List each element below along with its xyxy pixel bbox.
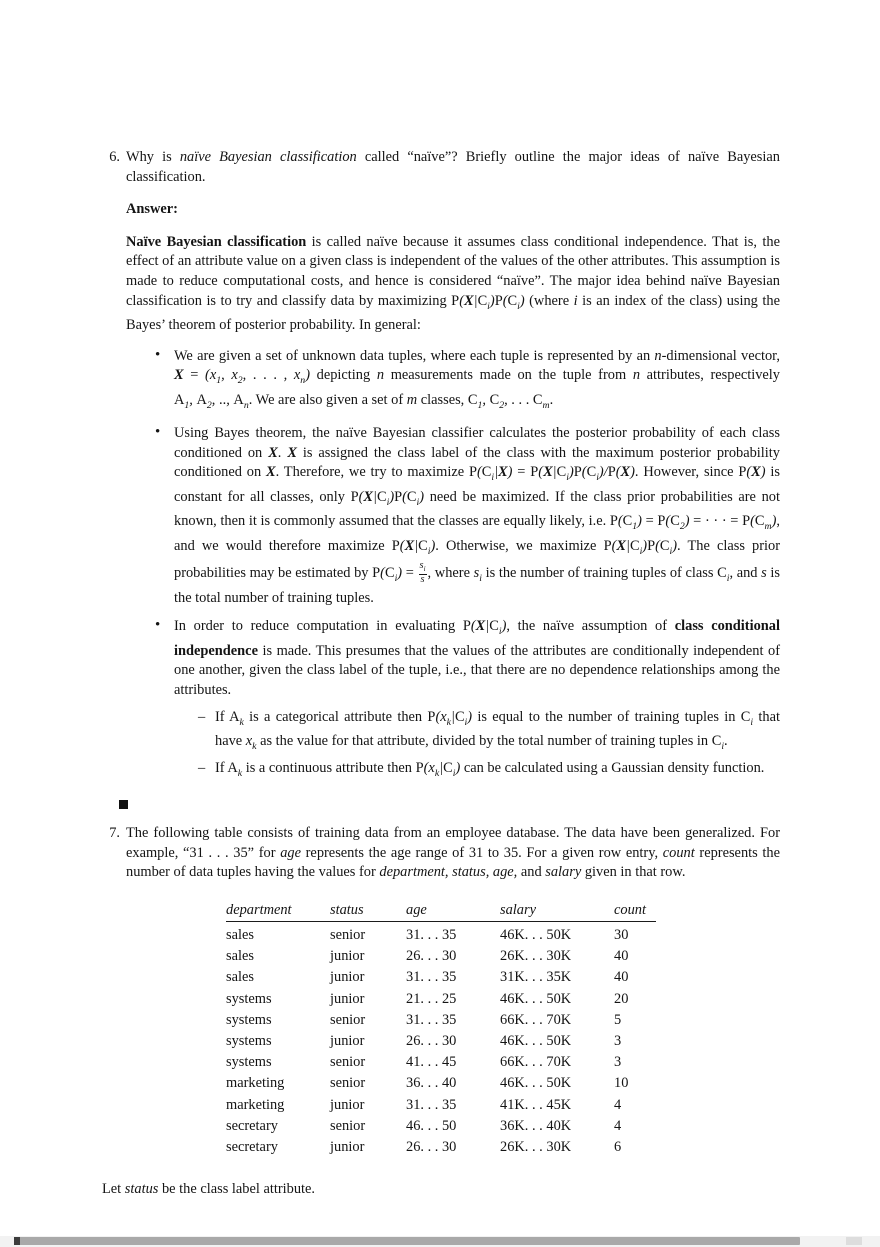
question-7 [102, 824, 780, 883]
cell-department: sales [226, 927, 254, 944]
cell-salary: 66K. . . 70K [500, 1011, 572, 1028]
closing-text-a: Let [102, 1180, 125, 1197]
cell-status: senior [330, 1054, 366, 1071]
cell-age: 46. . . 50 [406, 1117, 457, 1134]
bullet-item-3 [144, 617, 780, 783]
b3-text-b: , the naïve assumption of [506, 618, 675, 635]
b1-em-n3: n [632, 367, 641, 384]
column-header-status: status [330, 901, 406, 922]
b1-em-n2: n [376, 367, 385, 384]
s2-text-c: can be calculated using a Gaussian density function. [460, 759, 765, 776]
cell-age: 26. . . 30 [406, 948, 457, 965]
b2-text-d: . Therefore, we try to maximize [275, 464, 469, 481]
cell-age: 26. . . 30 [406, 1033, 457, 1050]
cell-status: senior [330, 1117, 366, 1134]
column-header-count: count [614, 901, 656, 922]
cell-salary: 36K. . . 40K [500, 1117, 572, 1134]
math-si: $s_i$ [473, 565, 482, 585]
cell-count: 40 [614, 948, 629, 965]
cell-count: 3 [614, 1033, 622, 1050]
math-Pxk-Ci-1: $P(x_k|C_i)$ [427, 708, 473, 728]
q7-em-salary: salary [545, 864, 582, 881]
math-prior-estimate: $P(C_i)$ = $\frac{s_i}{s}$ [372, 560, 426, 585]
question-7-prompt [126, 824, 780, 883]
fraction-denominator: s [420, 573, 425, 585]
bullet-icon: • [155, 617, 161, 634]
b3-text-a: In order to reduce computation in evaluating [174, 618, 463, 635]
cell-department: marketing [226, 1075, 285, 1092]
q7-text-d: and [517, 864, 546, 881]
dash-icon: – [198, 759, 206, 776]
q7-em-fields: department, status, age, [379, 864, 518, 881]
b2-text-b: . [277, 444, 288, 461]
page-content [102, 148, 780, 1214]
q6-prompt-part2: called “naïve”? Briefly outline the major ideas of naïve Bayesian classification. [126, 149, 780, 185]
math-Ci-sub2: $C_i$ [711, 733, 725, 752]
end-of-answer-marker-line [102, 796, 780, 812]
cell-department: systems [226, 1033, 272, 1050]
math-vector-X: $X = (x_1$, $x_2$, . . . , $x_n$) [174, 367, 310, 387]
answer-end-text: is an index of the class) using the Bayes’ theorem of posterior probability. In general: [126, 292, 780, 334]
cell-status: senior [330, 927, 366, 944]
answer-lead-term: Naïve Bayesian classification [126, 233, 307, 250]
cell-count: 6 [614, 1139, 622, 1156]
b2-text-f: is constant for all classes, only [174, 464, 780, 505]
math-Ak-1: $A_k$ [229, 708, 244, 728]
cell-salary: 41K. . . 45K [500, 1096, 572, 1113]
cell-age: 31. . . 35 [406, 969, 457, 986]
bullet-item-1 [144, 347, 780, 416]
math-PXCi-eval: $P(X|C_i)$ [462, 618, 507, 638]
q7-em-age: age [280, 844, 301, 861]
table-body [226, 922, 656, 1158]
q6-prompt-part1: Why is [126, 149, 180, 165]
s1-text-d: that have [215, 708, 780, 750]
math-pxci-pci: $P(X|C_i)P(C_i)$ [451, 292, 525, 312]
fraction-si-over-s [419, 561, 427, 585]
scrollbar-corner [846, 1237, 862, 1245]
b1-text-c: depicting [309, 367, 377, 384]
table-row [226, 1031, 656, 1052]
cell-salary: 46K. . . 50K [500, 990, 572, 1007]
q7-text-e: given in that row. [581, 864, 686, 881]
b1-em-n: n [654, 347, 662, 364]
closing-em-status: status [124, 1180, 159, 1197]
cell-salary: 46K. . . 50K [500, 1075, 572, 1092]
answer-label: Answer: [126, 201, 178, 218]
math-maximize-likelihood: $P(X|C_i)$ [391, 537, 436, 557]
training-data-table-wrapper [102, 901, 780, 1158]
math-X-3: X [266, 464, 276, 481]
math-equal-priors: $P(C_1) = P(C_2)$ = · · · = $P(C_m)$ [609, 513, 777, 533]
s2-text-b: is a continuous attribute then [242, 759, 416, 776]
cell-status: senior [330, 1075, 366, 1092]
bullet-item-2 [144, 424, 780, 608]
math-X-2: X [287, 444, 297, 461]
cell-department: secretary [226, 1139, 278, 1156]
b2-text-g: need be maximized. If the class prior probabilities are not known, then it is commonly assumed that the classes are equally likely, i.e. [174, 488, 780, 530]
math-index-i: i [573, 292, 578, 309]
sub-dash-list [174, 708, 780, 783]
sub-item-1 [198, 708, 780, 757]
cell-status: senior [330, 1011, 366, 1028]
b2-text-e: . However, since [634, 464, 739, 481]
cell-salary: 31K. . . 35K [500, 969, 572, 986]
s1-text-a: If [215, 708, 230, 725]
bullet-icon: • [155, 346, 161, 363]
answer-paragraph [126, 233, 780, 336]
s1-text-b: is a categorical attribute then [243, 708, 428, 725]
term-class-conditional-independence: class conditional independence [174, 618, 780, 659]
math-P-of-X: P(X) [738, 464, 766, 481]
cell-age: 26. . . 30 [406, 1139, 457, 1156]
b1-text-d: measurements made on the tuple from [384, 367, 633, 384]
column-header-salary: salary [500, 901, 614, 922]
cell-status: junior [330, 969, 365, 986]
cell-department: sales [226, 969, 254, 986]
answer-body-text: is called naïve because it assumes class conditional independence. That is, the effect of an attribute value on a given class is independent of the values of the other attributes. This assumption is made to reduce computational costs, and hence is considered “naïve”. The major idea behind naïve Bayesian classification is to try and classify data by maximizing [126, 233, 780, 309]
table-row [226, 922, 656, 946]
b1-text-e: attributes, respectively [640, 367, 780, 384]
math-s: s [761, 565, 767, 582]
table-row [226, 1115, 656, 1136]
q7-text-a: The following table consists of training data from an employee database. The data have been generalized. For example, “31 . . . 35” for [126, 825, 780, 861]
horizontal-scrollbar[interactable] [0, 1236, 880, 1247]
math-maximize-posterior: $P(X|C_i)P(C_i)$ [603, 537, 678, 557]
cell-department: sales [226, 948, 254, 965]
table-header [226, 901, 656, 922]
b1-text-f: . We are also given a set of [248, 391, 407, 408]
question-6 [102, 148, 780, 187]
cell-status: junior [330, 990, 365, 1007]
table-row [226, 1073, 656, 1094]
cell-department: systems [226, 1011, 272, 1028]
b2-text-h: , and we would therefore maximize [174, 513, 780, 554]
b2-text-a: Using Bayes theorem, the naïve Bayesian classifier calculates the posterior probability of each class conditioned on [174, 425, 780, 461]
math-xk: $x_k$ [245, 733, 257, 752]
table-row [226, 946, 656, 967]
cell-age: 36. . . 40 [406, 1075, 457, 1092]
cell-count: 4 [614, 1117, 622, 1134]
b2-text-j: . The class prior probabilities may be estimated by [174, 537, 780, 582]
q7-text-c: represents the number of data tuples having the values for [126, 844, 780, 881]
table-header-row [226, 901, 656, 922]
cell-status: junior [330, 1033, 365, 1050]
training-data-table [226, 901, 656, 1158]
math-Ci: $C_i$ [717, 565, 730, 585]
cell-status: junior [330, 948, 365, 965]
closing-statement [102, 1180, 780, 1200]
math-bayes-equation: $P(C_i|X) = P(X|C_i)P(C_i)/P(X)$ [468, 464, 635, 484]
question-6-prompt [126, 148, 780, 187]
math-attributes-A: $A_1$, $A_2$, .., $A_n$ [174, 391, 249, 411]
sub-item-2 [198, 759, 780, 783]
cell-salary: 46K. . . 50K [500, 927, 572, 944]
fraction-numerator: $s_i$ [419, 560, 426, 574]
horizontal-scrollbar-left-cap[interactable] [14, 1237, 20, 1245]
cell-count: 40 [614, 969, 629, 986]
dash-icon: – [198, 708, 206, 725]
cell-salary: 46K. . . 50K [500, 1033, 572, 1050]
b2-text-n: is the total number of training tuples. [174, 565, 781, 606]
math-likelihood-prior: $P(X|C_i)P(C_i)$ [350, 488, 425, 508]
s1-text-e: as the value for that attribute, divided by the total number of training tuples in [256, 733, 712, 750]
s1-text-f: . [724, 733, 728, 750]
b1-em-m: m [406, 391, 418, 408]
cell-count: 10 [614, 1075, 629, 1092]
table-row [226, 988, 656, 1009]
table-row [226, 1052, 656, 1073]
math-Pxk-Ci-2: $P(x_k|C_i)$ [415, 759, 461, 779]
cell-salary: 66K. . . 70K [500, 1054, 572, 1071]
answer-bullet-list [126, 347, 780, 783]
b2-text-k: , where [427, 565, 474, 582]
math-Ak-2: $A_k$ [227, 759, 243, 779]
table-row [226, 967, 656, 988]
b1-text-g: classes, [417, 391, 468, 408]
b2-text-c: is assigned the class label of the class with the maximum posterior probability conditioned on [174, 444, 780, 481]
horizontal-scrollbar-thumb[interactable] [14, 1237, 800, 1245]
table-row [226, 1094, 656, 1115]
q7-text-b: represents the age range of 31 to 35. For a given row entry, [300, 844, 663, 861]
closing-text-b: be the class label attribute. [158, 1180, 316, 1197]
cell-age: 21. . . 25 [406, 990, 457, 1007]
math-Ci-sub1: $C_i$ [740, 708, 754, 728]
b1-text-h: . [549, 391, 554, 408]
column-header-department: department [226, 901, 330, 922]
table-row [226, 1009, 656, 1030]
table-row [226, 1137, 656, 1158]
answer-cont-text: (where [524, 292, 574, 309]
s1-text-c: is equal to the number of training tuples in [472, 708, 741, 725]
math-X-1: X [268, 444, 278, 461]
cell-count: 4 [614, 1096, 622, 1113]
s2-text-a: If [215, 759, 228, 776]
question-7-number: 7. [109, 825, 120, 842]
cell-age: 31. . . 35 [406, 1011, 457, 1028]
cell-age: 31. . . 35 [406, 927, 457, 944]
cell-salary: 26K. . . 30K [500, 1139, 572, 1156]
cell-age: 41. . . 45 [406, 1054, 457, 1071]
cell-status: junior [330, 1139, 365, 1156]
b1-text-b: -dimensional vector, [661, 347, 780, 364]
cell-count: 20 [614, 990, 629, 1007]
bullet-icon: • [155, 424, 161, 441]
q7-em-count: count [662, 844, 695, 861]
b3-text-c: is made. This presumes that the values of the attributes are conditionally independent of one another, given the class label of the tuple, i.e., that there are no dependence relationships among the attributes. [174, 642, 780, 699]
cell-department: secretary [226, 1117, 278, 1134]
qed-square-icon [119, 800, 128, 809]
b2-text-l: is the number of training tuples of class [481, 565, 718, 582]
math-classes-C: $C_1$, $C_2$, . . . $C_m$ [467, 391, 550, 411]
cell-department: systems [226, 990, 272, 1007]
question-6-number: 6. [109, 149, 120, 165]
q6-prompt-emphasis: naïve Bayesian classification [179, 149, 357, 165]
cell-department: systems [226, 1054, 272, 1071]
cell-age: 31. . . 35 [406, 1096, 457, 1113]
b2-text-i: . Otherwise, we maximize [435, 537, 604, 554]
cell-salary: 26K. . . 30K [500, 948, 572, 965]
b1-text-a: We are given a set of unknown data tuples, where each tuple is represented by an [174, 347, 655, 364]
cell-status: junior [330, 1096, 365, 1113]
column-header-age: age [406, 901, 500, 922]
b2-text-m: , and [729, 565, 762, 582]
cell-count: 5 [614, 1011, 622, 1028]
cell-department: marketing [226, 1096, 285, 1113]
cell-count: 30 [614, 927, 629, 944]
cell-count: 3 [614, 1054, 622, 1071]
